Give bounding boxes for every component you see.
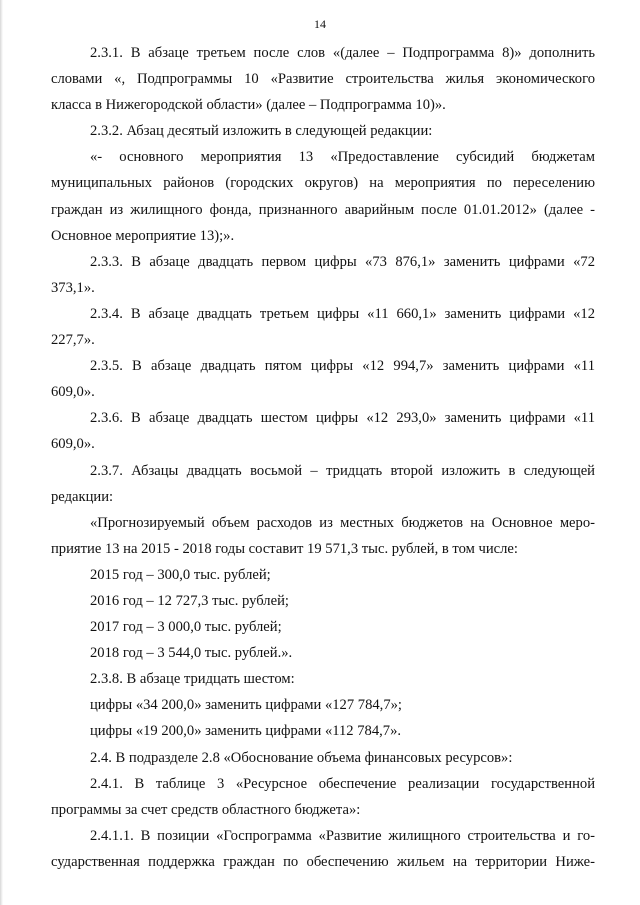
text-line: 2.3.2. Абзац десятый изложить в следующей редакции: (90, 123, 433, 140)
text-line: 2.4.1. В таблице 3 «Ресурсное обеспечение реализации государственной (90, 775, 595, 792)
text-line: 2.3.7. Абзацы двадцать восьмой – тридцать второй изложить в следующей (90, 462, 595, 479)
text-line: 2.3.6. В абзаце двадцать шестом цифры «12 293,0» заменить цифрами «11 (90, 410, 595, 427)
text-line: 2017 год – 3 000,0 тыс. рублей; (90, 619, 282, 636)
text-line: цифры «34 200,0» заменить цифрами «127 784,7»; (90, 697, 402, 714)
text-line: 2.3.4. В абзаце двадцать третьем цифры «11 660,1» заменить цифрами «12 (90, 305, 595, 322)
text-line: приятие 13 на 2015 - 2018 годы составит 19 571,3 тыс. рублей, в том числе: (51, 540, 518, 557)
text-line: цифры «19 200,0» заменить цифрами «112 784,7». (90, 723, 402, 740)
text-line: 2015 год – 300,0 тыс. рублей; (90, 566, 271, 583)
text-line: 2018 год – 3 544,0 тыс. рублей.». (90, 645, 293, 662)
text-line: 609,0». (51, 384, 95, 401)
text-line: «- основного мероприятия 13 «Предоставление субсидий бюджетам (90, 149, 595, 166)
text-line: 2.4. В подразделе 2.8 «Обоснование объема финансовых ресурсов»: (90, 749, 513, 766)
text-line: 2.3.5. В абзаце двадцать пятом цифры «12 994,7» заменить цифрами «11 (90, 358, 595, 375)
text-line: редакции: (51, 488, 114, 505)
text-line: 2.4.1.1. В позиции «Госпрограмма «Развитие жилищного строительства и го- (90, 827, 595, 844)
text-line: 2.3.1. В абзаце третьем после слов «(далее – Подпрограмма 8)» дополнить (90, 45, 595, 61)
text-line: 2.3.8. В абзаце тридцать шестом: (90, 671, 295, 688)
text-line: класса в Нижегородской области» (далее – Подпрограмма 10)». (51, 97, 446, 114)
page-edge-shadow (0, 0, 3, 905)
text-line: словами «, Подпрограммы 10 «Развитие строительства жилья экономического (51, 71, 595, 88)
document-body (51, 40, 595, 875)
text-line: Основное мероприятие 13);». (51, 227, 235, 244)
text-line: сударственная поддержка граждан по обеспечению жильем на территории Ниже- (51, 853, 595, 870)
page-number: 14 (314, 17, 326, 31)
text-line: муниципальных районов (городских округов) на мероприятия по переселению (51, 175, 595, 192)
text-line: 2.3.3. В абзаце двадцать первом цифры «73 876,1» заменить цифрами «72 (90, 253, 595, 270)
text-line: программы за счет средств областного бюджета»: (51, 801, 361, 818)
text-line: 373,1». (51, 279, 95, 296)
text-line: 227,7». (51, 332, 95, 349)
text-line: «Прогнозируемый объем расходов из местных бюджетов на Основное меро- (90, 514, 595, 531)
text-line: 609,0». (51, 436, 95, 453)
text-line: 2016 год – 12 727,3 тыс. рублей; (90, 592, 289, 609)
text-line: граждан из жилищного фонда, признанного аварийным после 01.01.2012» (далее - (51, 201, 595, 218)
